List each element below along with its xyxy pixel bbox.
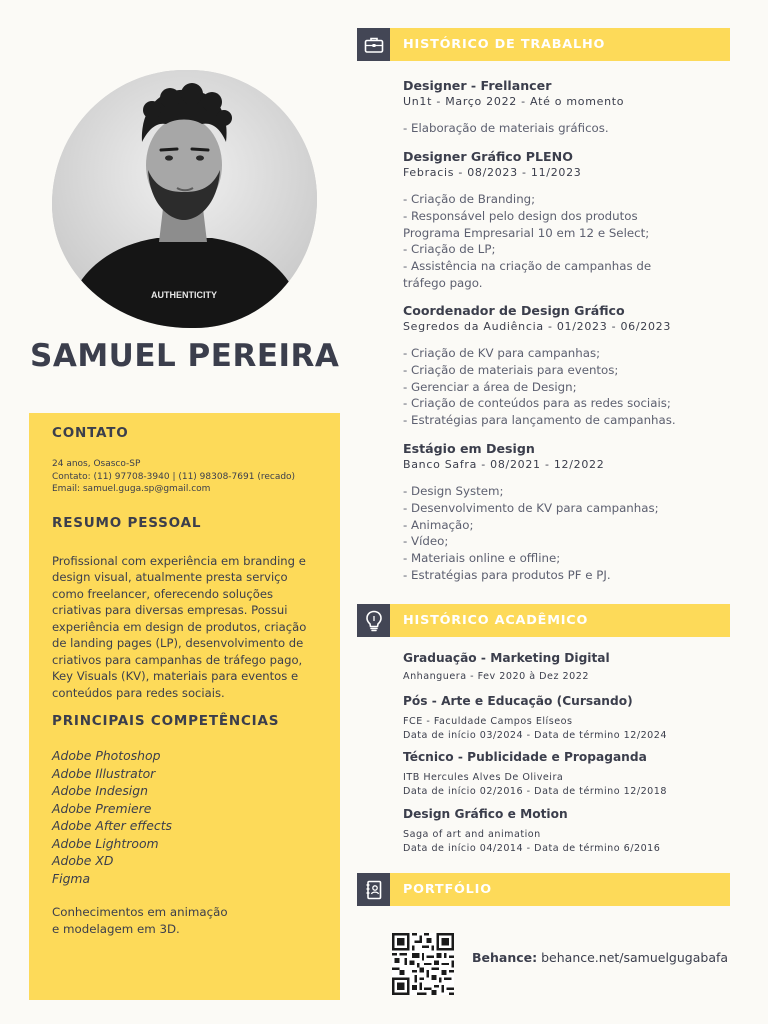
contact-phone: Contato: (11) 97708-3940 | (11) 98308-7691 (recado) bbox=[52, 471, 296, 482]
side-panel bbox=[29, 413, 340, 1000]
job-title: Designer - Frellancer bbox=[403, 78, 552, 93]
skill-item: Adobe Illustrator bbox=[52, 765, 156, 781]
work-history-header bbox=[357, 28, 730, 61]
job-description bbox=[403, 483, 743, 584]
behance-link[interactable] bbox=[472, 950, 728, 965]
extra-knowledge bbox=[52, 904, 318, 938]
job-description bbox=[403, 345, 743, 429]
skills-list bbox=[52, 747, 318, 887]
extra-line: e modelagem em 3D. bbox=[52, 922, 180, 936]
job-desc-line: - Materiais online e offline; bbox=[403, 551, 561, 566]
job-entry bbox=[403, 149, 743, 292]
contact-email: Email: samuel.guga.sp@gmail.com bbox=[52, 484, 211, 494]
education-entry bbox=[403, 807, 743, 855]
education-entry bbox=[403, 694, 743, 742]
summary-heading: RESUMO PESSOAL bbox=[52, 514, 202, 531]
skill-item: Adobe After effects bbox=[52, 818, 173, 833]
contact-age-location: 24 anos, Osasco-SP bbox=[52, 459, 141, 469]
summary-text: Profissional com experiência em branding e design visual, atualmente presta serviço como freelancer, oferecendo soluções criativas para diversas empresas. Possui experiência em design de produtos, criação de landing pages (LP), desenvolvimento de criativos para campanhas de tráfego pago, Key Visuals (KV), materiais para eventos e conteúdos para redes sociais. bbox=[52, 553, 307, 700]
education-detail: Saga of art and animation bbox=[403, 829, 541, 840]
education-title: Design Gráfico e Motion bbox=[403, 807, 568, 821]
behance-label: Behance: bbox=[472, 950, 538, 965]
job-description bbox=[403, 191, 743, 292]
job-company-dates: Banco Safra - 08/2021 - 12/2022 bbox=[403, 458, 605, 471]
job-desc-line: - Criação de conteúdos para as redes sociais; bbox=[403, 396, 671, 411]
job-desc-line: - Elaboração de materiais gráficos. bbox=[403, 121, 609, 135]
job-title: Estágio em Design bbox=[403, 441, 535, 456]
job-desc-line: - Gerenciar a área de Design; bbox=[403, 379, 577, 394]
skill-item: Adobe Indesign bbox=[52, 783, 148, 798]
portfolio-title: PORTFÓLIO bbox=[390, 873, 730, 906]
shirt-print: AUTHENTICITY bbox=[151, 290, 217, 300]
education-header bbox=[357, 604, 730, 637]
job-desc-line: - Vídeo; bbox=[403, 534, 449, 549]
skills-heading: PRINCIPAIS COMPETÊNCIAS bbox=[52, 713, 280, 729]
profile-photo bbox=[52, 70, 317, 328]
education-title: Técnico - Publicidade e Propaganda bbox=[403, 750, 647, 764]
portfolio-header bbox=[357, 873, 730, 906]
job-desc-line: - Design System; bbox=[403, 484, 504, 498]
education-detail: ITB Hercules Alves De Oliveira bbox=[403, 772, 564, 783]
education-title: Graduação - Marketing Digital bbox=[403, 651, 610, 665]
education-entry bbox=[403, 651, 743, 684]
education-title: Pós - Arte e Educação (Cursando) bbox=[403, 694, 633, 708]
job-desc-line: - Criação de materiais para eventos; bbox=[403, 362, 619, 377]
behance-url[interactable]: behance.net/samuelgugabafa bbox=[541, 950, 729, 965]
skill-item: Figma bbox=[52, 870, 91, 886]
education-detail: Data de início 03/2024 - Data de término 12/2024 bbox=[403, 729, 667, 741]
education-detail: Anhanguera - Fev 2020 à Dez 2022 bbox=[403, 671, 589, 682]
job-entry bbox=[403, 441, 743, 584]
job-company-dates: Un1t - Março 2022 - Até o momento bbox=[403, 95, 625, 108]
job-desc-line: Programa Empresarial 10 em 12 e Select; bbox=[403, 225, 650, 240]
job-desc-line: - Animação; bbox=[403, 517, 474, 532]
contact-info bbox=[52, 458, 318, 496]
job-desc-line: - Estratégias para lançamento de campanhas. bbox=[403, 413, 676, 428]
job-description bbox=[403, 120, 743, 137]
qr-code-icon[interactable] bbox=[392, 933, 454, 995]
job-entry bbox=[403, 303, 743, 429]
job-desc-line: - Criação de Branding; bbox=[403, 192, 536, 206]
education-detail: FCE - Faculdade Campos Elíseos bbox=[403, 716, 573, 727]
job-company-dates: Segredos da Audiência - 01/2023 - 06/2023 bbox=[403, 320, 672, 333]
work-history-title: HISTÓRICO DE TRABALHO bbox=[390, 28, 730, 61]
job-title: Designer Gráfico PLENO bbox=[403, 149, 573, 164]
education-entry bbox=[403, 750, 743, 798]
skill-item: Adobe Photoshop bbox=[52, 748, 161, 763]
job-desc-line: - Responsável pelo design dos produtos bbox=[403, 208, 638, 223]
job-desc-line: tráfego pago. bbox=[403, 275, 483, 290]
job-entry bbox=[403, 78, 743, 137]
candidate-name: SAMUEL PEREIRA bbox=[30, 338, 340, 374]
education-detail: Data de início 02/2016 - Data de término 12/2018 bbox=[403, 785, 667, 797]
job-desc-line: - Assistência na criação de campanhas de bbox=[403, 259, 652, 274]
job-desc-line: - Criação de KV para campanhas; bbox=[403, 346, 601, 360]
job-desc-line: - Criação de LP; bbox=[403, 242, 496, 257]
job-desc-line: - Estratégias para produtos PF e PJ. bbox=[403, 567, 611, 582]
job-desc-line: - Desenvolvimento de KV para campanhas; bbox=[403, 500, 659, 515]
education-title: HISTÓRICO ACADÊMICO bbox=[390, 604, 730, 637]
skill-item: Adobe XD bbox=[52, 853, 114, 868]
contact-heading: CONTATO bbox=[52, 425, 129, 441]
skill-item: Adobe Premiere bbox=[52, 800, 152, 816]
profile-photo-art bbox=[52, 70, 317, 328]
briefcase-icon bbox=[357, 28, 390, 61]
extra-line: Conhecimentos em animação bbox=[52, 905, 228, 919]
notebook-icon bbox=[357, 873, 390, 906]
lightbulb-icon bbox=[357, 604, 390, 637]
job-company-dates: Febracis - 08/2023 - 11/2023 bbox=[403, 166, 582, 179]
job-title: Coordenador de Design Gráfico bbox=[403, 303, 625, 318]
skill-item: Adobe Lightroom bbox=[52, 835, 159, 851]
education-detail: Data de início 04/2014 - Data de término 6/2016 bbox=[403, 842, 661, 854]
